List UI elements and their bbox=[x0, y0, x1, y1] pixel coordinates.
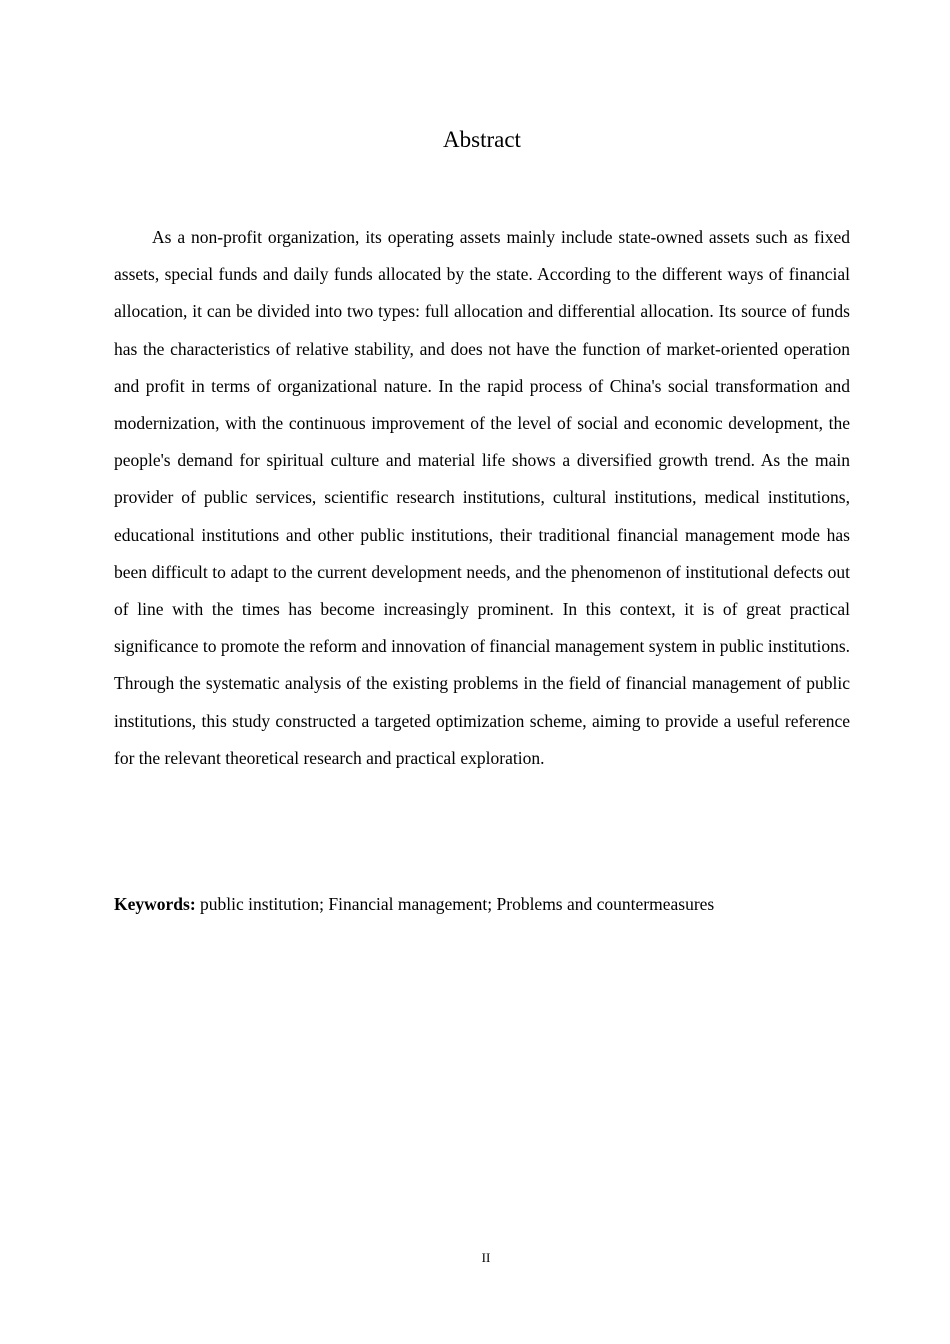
keywords-text: public institution; Financial management; Problems and countermeasures bbox=[200, 894, 715, 914]
abstract-body: As a non-profit organization, its operating assets mainly include state-owned assets such as fixed assets, special funds and daily funds allocated by the state. According to the different ways of financial allocation, it can be divided into two types: full allocation and differential allocation. Its source of funds has the characteristics of relative stability, and does not have the function of market-oriented operation and profit in terms of organizational nature. In the rapid process of China's social transformation and modernization, with the continuous improvement of the level of social and economic development, the people's demand for spiritual culture and material life shows a diversified growth trend. As the main provider of public services, scientific research institutions, cultural institutions, medical institutions, educational institutions and other public institutions, their traditional financial management mode has been difficult to adapt to the current development needs, and the phenomenon of institutional defects out of line with the times has become increasingly prominent. In this context, it is of great practical significance to promote the reform and innovation of financial management system in public institutions. Through the systematic analysis of the existing problems in the field of financial management of public institutions, this study constructed a targeted optimization scheme, aiming to provide a useful reference for the relevant theoretical research and practical exploration. bbox=[114, 227, 850, 768]
page-number: II bbox=[481, 1250, 491, 1265]
abstract-title: Abstract bbox=[443, 127, 521, 152]
keywords-line bbox=[114, 888, 850, 920]
keywords-label: Keywords: bbox=[114, 894, 196, 914]
